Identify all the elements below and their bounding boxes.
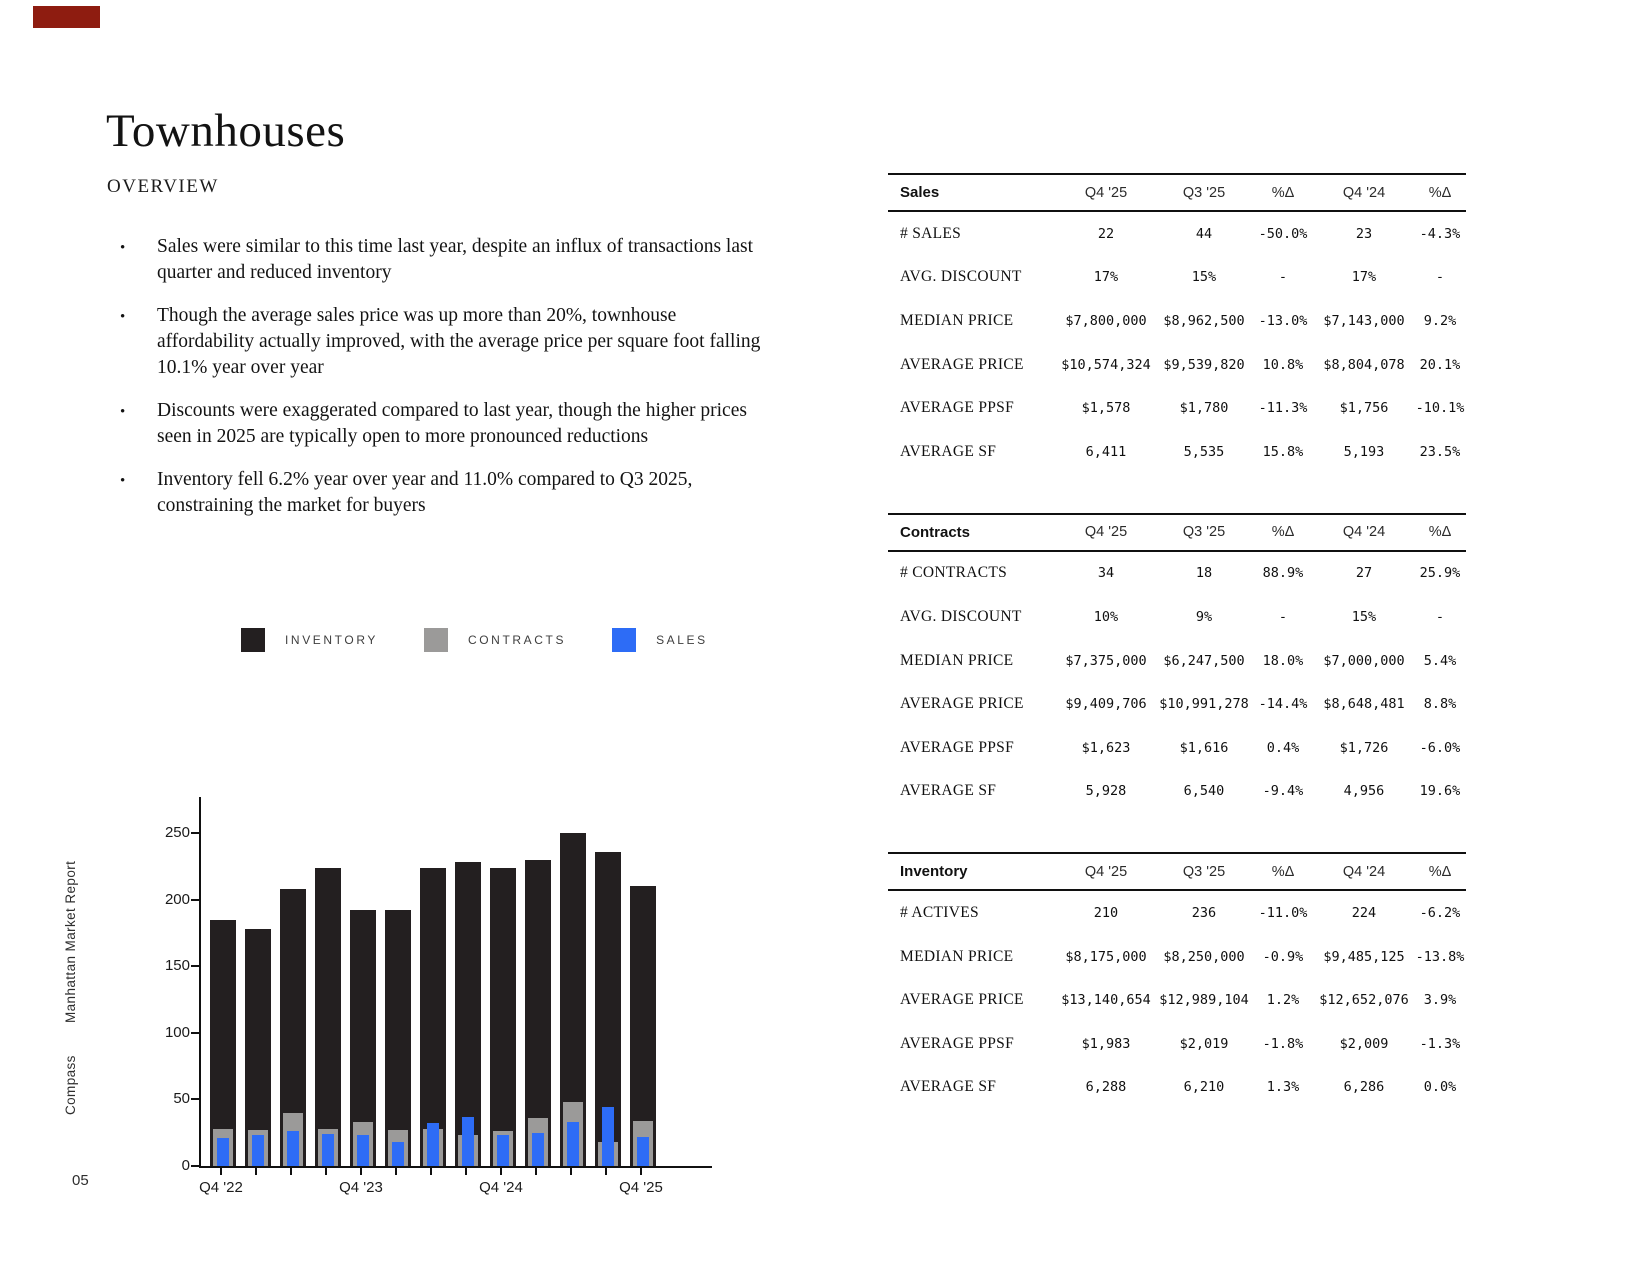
column-header: Q3 '25 — [1182, 863, 1226, 880]
bullet-text: Discounts were exaggerated compared to last year, though the higher prices seen in 2025 are typically open to more pronounced reductions — [157, 400, 747, 447]
cell-value: 5.4% — [1423, 652, 1457, 669]
cell-value: -4.3% — [1419, 225, 1461, 242]
row-label: MEDIAN PRICE — [900, 947, 1014, 965]
cell-value: $2,009 — [1339, 1035, 1389, 1052]
inventory-bar — [385, 910, 411, 1166]
row-label: AVERAGE SF — [900, 782, 997, 800]
cell-value: 34 — [1097, 565, 1115, 582]
table-row — [888, 639, 1466, 683]
bullet-item — [107, 398, 767, 450]
stats-table — [888, 513, 1466, 814]
column-header: %Δ — [1428, 524, 1452, 541]
cell-value: $1,616 — [1179, 739, 1229, 756]
column-header: %Δ — [1271, 184, 1295, 201]
legend-swatch — [612, 628, 636, 652]
bullet-text: Inventory fell 6.2% year over year and 11.0% compared to Q3 2025, constraining the market for buyers — [157, 469, 693, 516]
row-label: AVG. DISCOUNT — [900, 607, 1022, 625]
y-axis-label: 150 — [164, 957, 190, 975]
y-axis-label: 50 — [173, 1090, 190, 1108]
cell-value: -50.0% — [1258, 225, 1308, 242]
cell-value: $7,000,000 — [1323, 652, 1405, 669]
cell-value: 6,411 — [1085, 443, 1127, 460]
cell-value: 5,928 — [1085, 783, 1127, 800]
bullet-dot: • — [120, 240, 126, 256]
table-row — [888, 770, 1466, 814]
x-axis-label: Q4 '25 — [619, 1179, 663, 1196]
bullet-item — [107, 234, 767, 286]
report-name-label: Manhattan Market Report — [63, 860, 78, 1023]
cell-value: $9,485,125 — [1323, 948, 1405, 965]
stats-tables — [888, 173, 1466, 1148]
cell-value: -0.9% — [1262, 948, 1304, 965]
bullet-dot: • — [120, 309, 126, 325]
bullet-dot: • — [120, 404, 126, 420]
cell-value: - — [1435, 269, 1445, 286]
cell-value: 0.0% — [1423, 1079, 1457, 1096]
cell-value: -13.8% — [1415, 948, 1465, 965]
cell-value: -10.1% — [1415, 400, 1465, 417]
bullet-item — [107, 303, 767, 381]
sales-bar — [392, 1142, 404, 1166]
y-axis-label: 100 — [164, 1023, 190, 1041]
table-title: Inventory — [900, 863, 968, 881]
cell-value: 3.9% — [1423, 992, 1457, 1009]
bullet-text: Though the average sales price was up more than 20%, townhouse affordability actually improved, with the average price per square foot falling 10.1% year over year — [157, 305, 761, 378]
x-axis-label: Q4 '23 — [339, 1179, 383, 1196]
row-label: AVG. DISCOUNT — [900, 268, 1022, 286]
row-label: AVERAGE PRICE — [900, 355, 1024, 373]
table-title: Sales — [900, 184, 940, 201]
sales-bar — [427, 1123, 439, 1166]
cell-value: -13.0% — [1258, 312, 1308, 329]
cell-value: 25.9% — [1419, 565, 1461, 582]
cell-value: -11.0% — [1258, 904, 1308, 921]
y-axis-tick — [191, 1165, 199, 1167]
cell-value: 88.9% — [1262, 565, 1304, 582]
x-axis-tick — [290, 1168, 292, 1175]
x-axis-tick — [500, 1168, 502, 1175]
cell-value: 23.5% — [1419, 443, 1461, 460]
table-row — [888, 1066, 1466, 1110]
cell-value: $13,140,654 — [1061, 992, 1151, 1009]
row-label: # SALES — [900, 224, 962, 242]
cell-value: 236 — [1191, 904, 1217, 921]
cell-value: 6,210 — [1183, 1079, 1225, 1096]
row-label: MEDIAN PRICE — [900, 651, 1014, 669]
cell-value: $10,574,324 — [1061, 356, 1151, 373]
y-axis-label: 200 — [164, 890, 190, 908]
stats-table — [888, 852, 1466, 1109]
x-axis-tick — [535, 1168, 537, 1175]
sales-bar — [217, 1138, 229, 1166]
cell-value: $7,375,000 — [1065, 652, 1147, 669]
table-row — [888, 552, 1466, 596]
cell-value: $1,780 — [1179, 400, 1229, 417]
cell-value: $1,578 — [1081, 400, 1131, 417]
row-label: AVERAGE SF — [900, 1078, 997, 1096]
bar-chart — [150, 780, 770, 1210]
bullet-text: Sales were similar to this time last year, despite an influx of transactions last quarter and reduced inventory — [157, 236, 753, 283]
sales-bar — [637, 1137, 649, 1166]
row-label: AVERAGE PPSF — [900, 1034, 1015, 1052]
cell-value: -9.4% — [1262, 783, 1304, 800]
cell-value: $8,962,500 — [1163, 312, 1245, 329]
cell-value: $8,250,000 — [1163, 948, 1245, 965]
stats-table — [888, 173, 1466, 474]
x-axis-label: Q4 '24 — [479, 1179, 523, 1196]
column-header: Q4 '24 — [1342, 863, 1386, 880]
x-axis-tick — [605, 1168, 607, 1175]
column-header: %Δ — [1271, 863, 1295, 880]
table-row — [888, 978, 1466, 1022]
table-row — [888, 386, 1466, 430]
cell-value: 9% — [1195, 608, 1213, 625]
y-axis-label: 250 — [164, 823, 190, 841]
table-row — [888, 299, 1466, 343]
cell-value: $8,648,481 — [1323, 696, 1405, 713]
y-axis-tick — [191, 1098, 199, 1100]
table-row — [888, 891, 1466, 935]
row-label: # ACTIVES — [900, 903, 979, 921]
cell-value: 15% — [1351, 608, 1377, 625]
cell-value: 224 — [1351, 904, 1377, 921]
x-axis-tick — [430, 1168, 432, 1175]
legend-swatch — [424, 628, 448, 652]
section-label: OVERVIEW — [107, 176, 219, 197]
page-title: Townhouses — [106, 105, 346, 157]
cell-value: 18.0% — [1262, 652, 1304, 669]
cell-value: 17% — [1351, 269, 1377, 286]
table-row — [888, 726, 1466, 770]
cell-value: 19.6% — [1419, 783, 1461, 800]
cell-value: $1,756 — [1339, 400, 1389, 417]
y-axis-tick — [191, 1032, 199, 1034]
column-header: Q3 '25 — [1182, 524, 1226, 541]
column-header: %Δ — [1428, 863, 1452, 880]
cell-value: 17% — [1093, 269, 1119, 286]
cell-value: $9,539,820 — [1163, 356, 1245, 373]
table-row — [888, 595, 1466, 639]
inventory-bar — [490, 868, 516, 1166]
cell-value: 0.4% — [1266, 739, 1300, 756]
cell-value: 6,540 — [1183, 783, 1225, 800]
cell-value: 5,193 — [1343, 443, 1385, 460]
cell-value: 23 — [1355, 225, 1373, 242]
cell-value: -14.4% — [1258, 696, 1308, 713]
cell-value: 8.8% — [1423, 696, 1457, 713]
sales-bar — [252, 1135, 264, 1166]
cell-value: -6.0% — [1419, 739, 1461, 756]
cell-value: 22 — [1097, 225, 1115, 242]
table-row — [888, 935, 1466, 979]
y-axis-label: 0 — [181, 1157, 190, 1174]
table-header-row — [888, 852, 1466, 891]
cell-value: $1,623 — [1081, 739, 1131, 756]
cell-value: 6,286 — [1343, 1079, 1385, 1096]
bullet-item — [107, 467, 767, 519]
column-header: Q4 '25 — [1084, 184, 1128, 201]
column-header: %Δ — [1271, 524, 1295, 541]
cell-value: $6,247,500 — [1163, 652, 1245, 669]
cell-value: - — [1278, 269, 1288, 286]
chart-legend — [241, 628, 708, 652]
brand-mark — [33, 6, 100, 28]
x-axis-tick — [640, 1168, 642, 1175]
legend-label: CONTRACTS — [467, 633, 567, 647]
column-header: Q4 '24 — [1342, 184, 1386, 201]
cell-value: $12,652,076 — [1319, 992, 1409, 1009]
table-header-row — [888, 513, 1466, 552]
x-axis-tick — [220, 1168, 222, 1175]
legend-label: SALES — [656, 633, 708, 647]
cell-value: $1,983 — [1081, 1035, 1131, 1052]
page-number: 05 — [72, 1172, 89, 1189]
cell-value: - — [1435, 608, 1445, 625]
cell-value: 4,956 — [1343, 783, 1385, 800]
cell-value: $9,409,706 — [1065, 696, 1147, 713]
row-label: AVERAGE PRICE — [900, 695, 1024, 713]
sales-bar — [497, 1135, 509, 1166]
y-axis-tick — [191, 832, 199, 834]
table-row — [888, 682, 1466, 726]
inventory-bar — [420, 868, 446, 1166]
x-axis-tick — [395, 1168, 397, 1175]
sales-bar — [532, 1133, 544, 1166]
cell-value: 18 — [1195, 565, 1213, 582]
x-axis-tick — [360, 1168, 362, 1175]
legend-item — [241, 628, 378, 652]
table-row — [888, 1022, 1466, 1066]
sales-bar — [287, 1131, 299, 1166]
cell-value: 15% — [1191, 269, 1217, 286]
x-axis-tick — [570, 1168, 572, 1175]
inventory-bar — [315, 868, 341, 1166]
row-label: AVERAGE PPSF — [900, 399, 1015, 417]
cell-value: $1,726 — [1339, 739, 1389, 756]
overview-bullets — [107, 234, 767, 536]
cell-value: 20.1% — [1419, 356, 1461, 373]
cell-value: - — [1278, 608, 1288, 625]
sales-bar — [567, 1122, 579, 1166]
cell-value: 44 — [1195, 225, 1213, 242]
table-row — [888, 430, 1466, 474]
cell-value: 1.2% — [1266, 992, 1300, 1009]
cell-value: 1.3% — [1266, 1079, 1300, 1096]
row-label: # CONTRACTS — [900, 564, 1008, 582]
cell-value: 27 — [1355, 565, 1373, 582]
table-row — [888, 256, 1466, 300]
bullet-dot: • — [120, 473, 126, 489]
column-header: %Δ — [1428, 184, 1452, 201]
column-header: Q4 '25 — [1084, 524, 1128, 541]
table-title: Contracts — [900, 523, 971, 541]
cell-value: $8,804,078 — [1323, 356, 1405, 373]
cell-value: $7,143,000 — [1323, 312, 1405, 329]
cell-value: 10% — [1093, 608, 1119, 625]
cell-value: -1.8% — [1262, 1035, 1304, 1052]
cell-value: 15.8% — [1262, 443, 1304, 460]
table-header-row — [888, 173, 1466, 212]
x-axis-tick — [465, 1168, 467, 1175]
cell-value: $10,991,278 — [1159, 696, 1249, 713]
sales-bar — [357, 1135, 369, 1166]
cell-value: -11.3% — [1258, 400, 1308, 417]
legend-swatch — [241, 628, 265, 652]
legend-item — [424, 628, 566, 652]
cell-value: 10.8% — [1262, 356, 1304, 373]
cell-value: 6,288 — [1085, 1079, 1127, 1096]
y-axis-tick — [191, 965, 199, 967]
y-axis-tick — [191, 899, 199, 901]
sales-bar — [462, 1117, 474, 1166]
table-row — [888, 343, 1466, 387]
cell-value: $12,989,104 — [1159, 992, 1249, 1009]
brand-label: Compass — [63, 1055, 78, 1115]
sales-bar — [602, 1107, 614, 1166]
column-header: Q4 '24 — [1342, 524, 1386, 541]
cell-value: -6.2% — [1419, 904, 1461, 921]
table-row — [888, 212, 1466, 256]
cell-value: $8,175,000 — [1065, 948, 1147, 965]
x-axis-tick — [255, 1168, 257, 1175]
x-axis-label: Q4 '22 — [199, 1179, 243, 1196]
row-label: MEDIAN PRICE — [900, 311, 1014, 329]
column-header: Q3 '25 — [1182, 184, 1226, 201]
cell-value: 210 — [1093, 904, 1119, 921]
cell-value: $7,800,000 — [1065, 312, 1147, 329]
x-axis-tick — [325, 1168, 327, 1175]
sales-bar — [322, 1134, 334, 1166]
cell-value: $2,019 — [1179, 1035, 1229, 1052]
cell-value: 5,535 — [1183, 443, 1225, 460]
bar-chart-plot — [199, 797, 712, 1168]
legend-label: INVENTORY — [285, 633, 378, 647]
legend-item — [612, 628, 708, 652]
cell-value: -1.3% — [1419, 1035, 1461, 1052]
row-label: AVERAGE SF — [900, 442, 997, 460]
row-label: AVERAGE PRICE — [900, 991, 1024, 1009]
column-header: Q4 '25 — [1084, 863, 1128, 880]
row-label: AVERAGE PPSF — [900, 738, 1015, 756]
cell-value: 9.2% — [1423, 312, 1457, 329]
